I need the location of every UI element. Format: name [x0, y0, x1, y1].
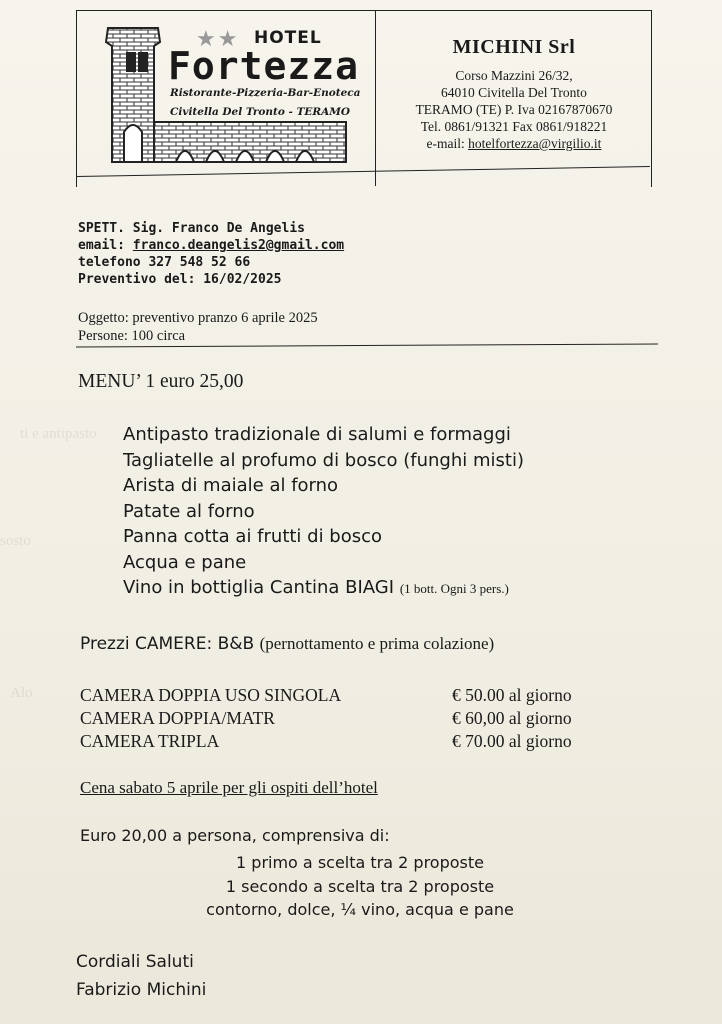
dinner-item: contorno, dolce, ¼ vino, acqua e pane	[206, 900, 514, 919]
closing-block	[76, 948, 206, 1004]
brand-hotel-word: HOTEL	[254, 28, 322, 48]
brand-name: Fortezza	[168, 44, 360, 88]
subject-block	[78, 309, 318, 345]
room-price: € 50.00 al giorno	[452, 685, 572, 705]
menu-item: Tagliatelle al profumo di bosco (funghi misti)	[123, 449, 524, 471]
recipient-block	[78, 220, 344, 288]
persons-line: Persone: 100 circa	[78, 328, 186, 344]
letterhead-divider	[375, 10, 376, 186]
room-row	[80, 707, 620, 730]
recipient-email-link[interactable]: franco.deangelis2@gmail.com	[132, 238, 345, 253]
menu-item: Acqua e pane	[123, 551, 247, 573]
document-page: ti e antipasto sosto Alo ★★ HOTEL Fortezza Ristorante-Pizzeria-Bar-Enoteca Civitella Del Tronto - TERAMO MICHINI Srl Corso Mazzini 26/32, 64010 Civitella Del Tronto TERAMO (TE) P. Iva 02167870670 Tel. 0861/91321 Fax 0861/918221 e-mail: hotelfortezza@virgilio.it SPETT. Sig. Franco De Angelis email: franco.deangelis2@gmail.com telefono 327 548 52 66 Preventivo del: 16/02/2025 Oggetto: preventivo pranzo 6 aprile 2025 Persone: 100 circa MENU’ 1 euro 25,00 Antipasto tradizionale di salumi e formaggi Tagliatelle al profumo di bosco (funghi misti) Arista di maiale al forno Patate al forno Panna cotta ai frutti di bosco Acqua e pane Vino in bottiglia Cantina BIAGI (1 bott. Ogni 3 pers.) Prezzi CAMERE: B&B (pernottamento e prima colazione) CAMERA DOPPIA USO SINGOLA € 50.00 al giorno CAMERA DOPPIA/MATR € 60,00 al giorno CAMERA TRIPLA € 70.00 al giorno Cena sabato 5 aprile per gli ospiti dell’hotel Euro 20,00 a persona, comprensiva di: 1 primo a scelta tra 2 proposte 1 secondo a scelta tra 2 proposte contorno, dolce, ¼ vino, acqua e pane Cordiali Saluti Fabrizio Michini	[0, 0, 722, 1024]
subject-line: Oggetto: preventivo pranzo 6 aprile 2025	[78, 310, 318, 326]
wine-note: (1 bott. Ogni 3 pers.)	[399, 581, 509, 596]
dinner-items	[150, 851, 570, 922]
company-email-link[interactable]: hotelfortezza@virgilio.it	[468, 136, 602, 151]
company-city-vat: TERAMO (TE) P. Iva 02167870670	[415, 102, 613, 117]
room-price: € 70.00 al giorno	[452, 731, 572, 751]
company-address-1: Corso Mazzini 26/32,	[455, 68, 573, 83]
room-row	[80, 684, 620, 707]
menu-item: Vino in bottiglia Cantina BIAGI (1 bott. Ogni 3 pers.)	[123, 577, 509, 598]
menu-title: MENU’ 1 euro 25,00	[78, 371, 244, 392]
room-prices-subheading: (pernottamento e prima colazione)	[259, 634, 495, 653]
room-prices-heading: Prezzi CAMERE: B&B (pernottamento e prima colazione)	[80, 634, 495, 654]
closing-signature: Fabrizio Michini	[76, 980, 207, 1000]
menu-item: Arista di maiale al forno	[123, 475, 339, 496]
star-rating-icons: ★★	[196, 26, 240, 51]
menu-item: Patate al forno	[123, 500, 255, 522]
room-price-table	[80, 684, 620, 753]
menu-list	[123, 422, 524, 602]
company-email	[384, 135, 644, 152]
closing-greeting: Cordiali Saluti	[76, 952, 194, 972]
recipient-email: email: franco.deangelis2@gmail.com	[78, 238, 345, 253]
company-block	[384, 36, 644, 152]
company-name: MICHINI Srl	[452, 36, 576, 58]
company-email-label: e-mail:	[426, 136, 465, 151]
dinner-heading: Cena sabato 5 aprile per gli ospiti dell’hotel	[80, 778, 378, 797]
recipient-name: SPETT. Sig. Franco De Angelis	[78, 221, 305, 236]
menu-item: Panna cotta ai frutti di bosco	[123, 526, 383, 547]
room-type: CAMERA DOPPIA USO SINGOLA	[80, 685, 342, 705]
room-row	[80, 730, 620, 753]
brand-services: Ristorante-Pizzeria-Bar-Enoteca	[170, 87, 361, 99]
recipient-phone: telefono 327 548 52 66	[78, 255, 251, 270]
company-phone-fax: Tel. 0861/91321 Fax 0861/918221	[420, 119, 608, 134]
menu-item: Antipasto tradizionale di salumi e formaggi	[123, 424, 511, 445]
brand-location: Civitella Del Tronto - TERAMO	[170, 106, 351, 118]
dinner-item: 1 secondo a scelta tra 2 proposte	[225, 876, 495, 896]
room-type: CAMERA DOPPIA/MATR	[80, 708, 275, 728]
dinner-item: 1 primo a scelta tra 2 proposte	[236, 853, 484, 872]
room-type: CAMERA TRIPLA	[80, 731, 220, 751]
company-address-2: 64010 Civitella Del Tronto	[441, 85, 587, 100]
room-price: € 60,00 al giorno	[452, 708, 572, 728]
dinner-price: Euro 20,00 a persona, comprensiva di:	[80, 826, 390, 845]
quote-date: Preventivo del: 16/02/2025	[78, 272, 282, 287]
